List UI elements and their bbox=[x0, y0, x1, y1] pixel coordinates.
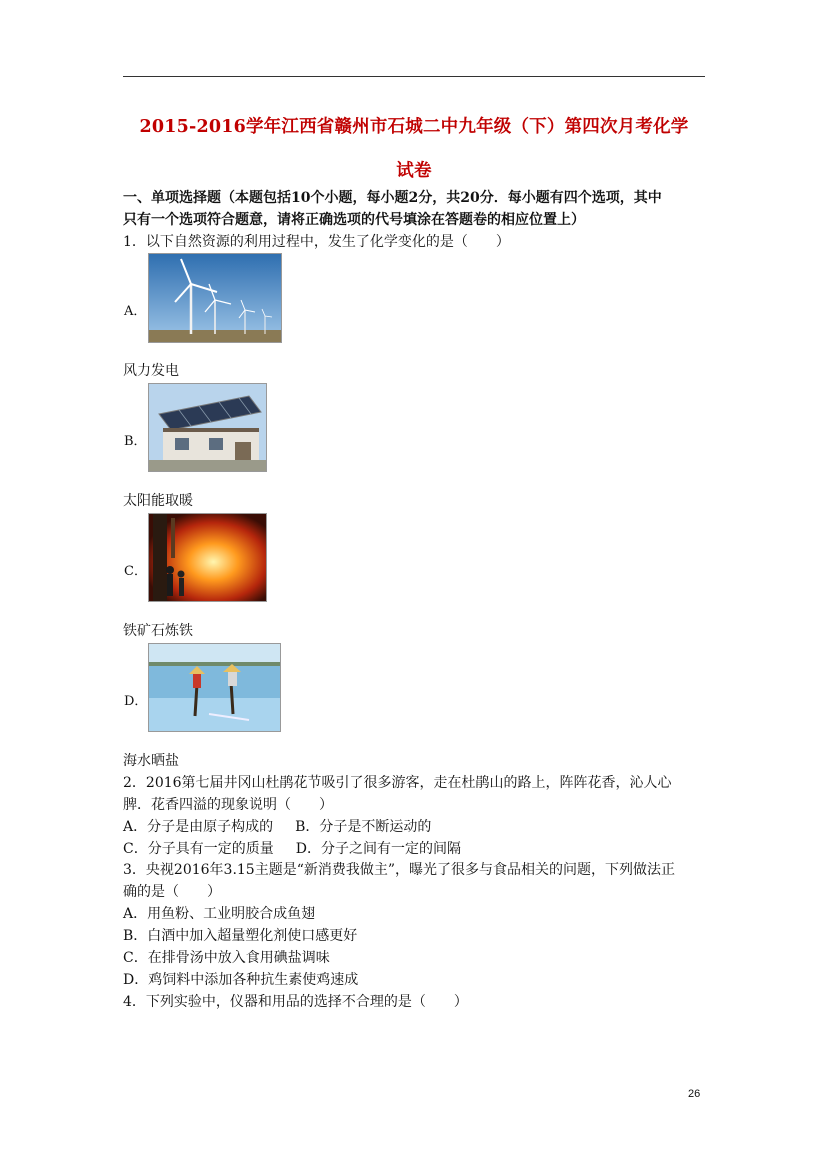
exam-title-line1: 2015-2016学年江西省赣州市石城二中九年级（下）第四次月考化学 bbox=[139, 117, 689, 137]
q1-option-c-letter: C． bbox=[124, 564, 147, 579]
header-rule bbox=[123, 76, 705, 77]
q2-stem-line2: 脾．花香四溢的现象说明（ ） bbox=[123, 797, 333, 813]
q1-option-c-caption: 铁矿石炼铁 bbox=[123, 623, 193, 639]
q2-options-row1 bbox=[123, 818, 431, 836]
q4-stem: 4．下列实验中，仪器和用品的选择不合理的是（ ） bbox=[123, 994, 468, 1010]
q2-options-row2 bbox=[123, 840, 461, 858]
q3-stem-line1: 3．央视2016年3.15主题是“新消费我做主”，曝光了很多与食品相关的问题，下列做法正 bbox=[123, 862, 676, 878]
sea-salt-drying-photo bbox=[148, 643, 281, 732]
q1-stem: 1．以下自然资源的利用过程中，发生了化学变化的是（ ） bbox=[123, 234, 510, 250]
q3-stem-line2: 确的是（ ） bbox=[123, 884, 221, 900]
q1-option-d-caption: 海水晒盐 bbox=[123, 753, 179, 769]
q3-option-c: C．在排骨汤中放入食用碘盐调味 bbox=[123, 950, 330, 966]
q2-option-d: D．分子之间有一定的间隔 bbox=[295, 841, 461, 857]
wind-turbines-photo bbox=[148, 253, 282, 343]
q3-option-b: B．白酒中加入超量塑化剂使口感更好 bbox=[123, 928, 358, 944]
exam-title-line2: 试卷 bbox=[396, 161, 432, 181]
solar-panel-house-photo bbox=[148, 383, 267, 472]
q1-option-d-letter: D． bbox=[124, 694, 148, 709]
q3-option-d: D．鸡饲料中添加各种抗生素使鸡速成 bbox=[123, 972, 359, 988]
q1-option-a-caption: 风力发电 bbox=[123, 363, 179, 379]
q2-option-c: C．分子具有一定的质量 bbox=[123, 841, 274, 857]
q1-option-b-caption: 太阳能取暖 bbox=[123, 493, 193, 509]
section-heading-line2: 只有一个选项符合题意，请将正确选项的代号填涂在答题卷的相应位置上） bbox=[123, 212, 585, 228]
section-heading-line1: 一、单项选择题（本题包括10个小题，每小题2分，共20分．每小题有四个选项，其中 bbox=[123, 190, 662, 206]
q1-option-b-letter: B． bbox=[124, 434, 147, 449]
q2-option-a: A．分子是由原子构成的 bbox=[123, 819, 274, 835]
iron-smelting-photo bbox=[148, 513, 267, 602]
q2-stem-line1: 2．2016第七届井冈山杜鹃花节吸引了很多游客，走在杜鹃山的路上，阵阵花香，沁人心 bbox=[123, 775, 672, 791]
page-number: 26 bbox=[688, 1088, 701, 1100]
q2-option-b: B．分子是不断运动的 bbox=[295, 819, 432, 835]
q1-option-a-letter: A． bbox=[124, 304, 147, 319]
q3-option-a: A．用鱼粉、工业明胶合成鱼翅 bbox=[123, 906, 316, 922]
